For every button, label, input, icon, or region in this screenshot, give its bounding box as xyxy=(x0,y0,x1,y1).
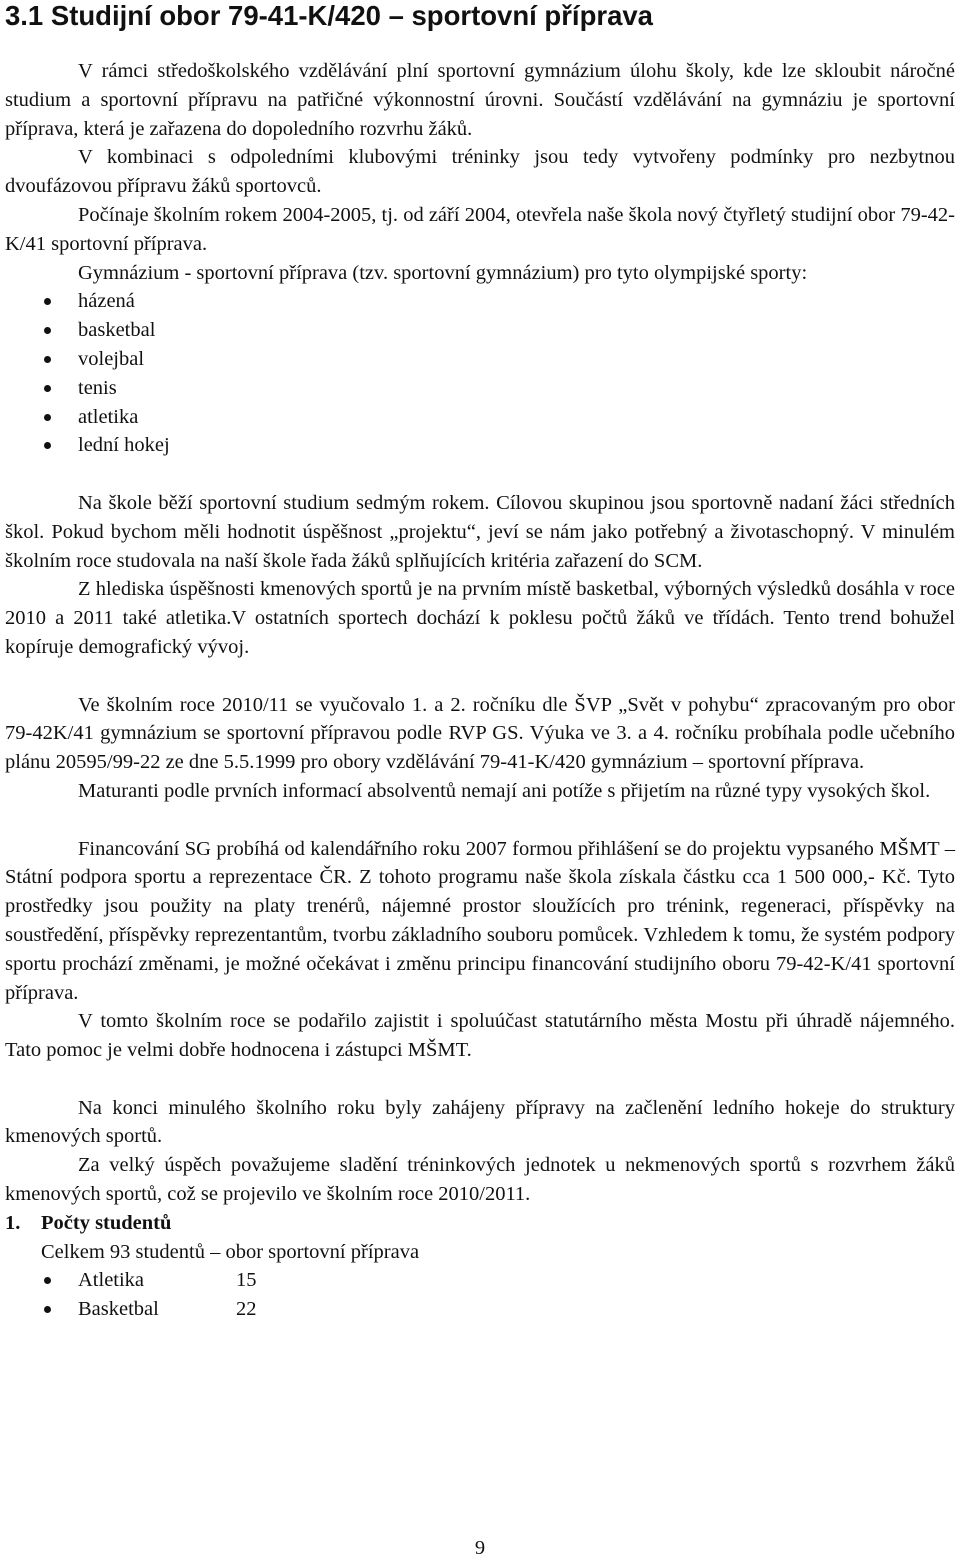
document-body xyxy=(5,57,955,1324)
sports-list xyxy=(5,287,955,460)
section-title-text: Počty studentů xyxy=(41,1211,172,1234)
section-title xyxy=(5,1209,955,1238)
paragraph: Ve školním roce 2010/11 se vyučovalo 1. a 2. ročníku dle ŠVP „Svět v pohybu“ zpracovaným pro obor 79-42K/41 gymnázium se sportovní přípravou podle RVP GS. Výuka ve 3. a 4. ročníku probíhala podle učebního plánu 20595/99-22 ze dne 5.5.1999 pro obory vzdělávání 79-41-K/420 gymnázium – sportovní příprava. xyxy=(5,693,955,774)
paragraph: V tomto školním roce se podařilo zajistit i spoluúčast statutárního města Mostu při úhradě nájemného. Tato pomoc je velmi dobře hodnocena i zástupci MŠMT. xyxy=(5,1010,955,1062)
list-item: basketbal xyxy=(78,316,955,345)
list-item xyxy=(78,1295,955,1324)
paragraph: V rámci středoškolského vzdělávání plní sportovní gymnázium úlohu školy, kde lze skloubit náročné studium a sportovní přípravu na patřičné výkonnostní úrovni. Součástí vzdělávání na gymnáziu je sportovní příprava, která je zařazena do dopoledního rozvrhu žáků. xyxy=(5,60,955,140)
list-item: házená xyxy=(78,287,955,316)
paragraph: V kombinaci s odpoledními klubovými tréninky jsou tedy vytvořeny podmínky pro nezbytnou dvoufázovou přípravu žáků sportovců. xyxy=(5,146,955,198)
list-item: tenis xyxy=(78,374,955,403)
students-total: Celkem 93 studentů – obor sportovní příprava xyxy=(41,1240,420,1263)
paragraph: Z hlediska úspěšnosti kmenových sportů je na prvním místě basketbal, výborných výsledků dosáhla v roce 2010 a 2011 také atletika.V ostatních sportech dochází k poklesu počtů žáků ve třídách. Tento trend bohužel kopíruje demografický vývoj. xyxy=(5,578,955,658)
list-item xyxy=(78,1266,955,1295)
paragraph: Gymnázium - sportovní příprava (tzv. sportovní gymnázium) pro tyto olympijské sporty: xyxy=(78,261,808,284)
paragraph: Maturanti podle prvních informací absolventů nemají ani potíže s přijetím na různé typy vysokých škol. xyxy=(78,779,931,802)
sport-name: Atletika xyxy=(78,1269,145,1292)
paragraph: Počínaje školním rokem 2004-2005, tj. od září 2004, otevřela naše škola nový čtyřletý studijní obor 79-42-K/41 sportovní příprava. xyxy=(5,203,955,255)
list-item: lední hokej xyxy=(78,431,955,460)
paragraph: Na škole běží sportovní studium sedmým rokem. Cílovou skupinou jsou sportovně nadaní žáci středních škol. Pokud bychom měli hodnotit úspěšnost „projektu“, jeví se nám jako potřebný a životaschopný. V minulém školním roce studovala na naší škole řada žáků splňujících kritéria zařazení do SCM. xyxy=(5,491,955,572)
list-item: atletika xyxy=(78,403,955,432)
paragraph: Na konci minulého školního roku byly zahájeny přípravy na začlenění ledního hokeje do struktury kmenových sportů. xyxy=(5,1096,955,1148)
sport-count: 22 xyxy=(236,1298,257,1321)
page-number: 9 xyxy=(474,1537,486,1559)
sport-count: 15 xyxy=(236,1269,257,1292)
paragraph: Financování SG probíhá od kalendářního roku 2007 formou přihlášení se do projektu vypsaného MŠMT – Státní podpora sportu a reprezentace ČR. Z tohoto programu naše škola získala částku cca 1 500 000,- Kč. Tyto prostředky jsou použity na platy trenérů, nájemné prostor sloužících pro trénink, regeneraci, příspěvky na soustředění, příspěvky reprezentantům, tvorbu základního souboru pomůcek. Vzhledem k tomu, že systém podpory sportu prochází změnami, je možné očekávat i změnu principu financování studijního oboru 79-42-K/41 sportovní příprava. xyxy=(5,837,955,1004)
student-counts-list xyxy=(5,1266,955,1324)
section-number: 1. xyxy=(5,1211,21,1234)
paragraph: Za velký úspěch považujeme sladění tréninkových jednotek u nekmenových sportů s rozvrhem žáků kmenových sportů, což se projevilo ve školním roce 2010/2011. xyxy=(5,1154,955,1206)
sport-name: Basketbal xyxy=(78,1298,159,1321)
section-heading: 3.1 Studijní obor 79-41-K/420 – sportovní příprava xyxy=(5,0,653,31)
list-item: volejbal xyxy=(78,345,955,374)
numbered-section xyxy=(5,1209,955,1238)
